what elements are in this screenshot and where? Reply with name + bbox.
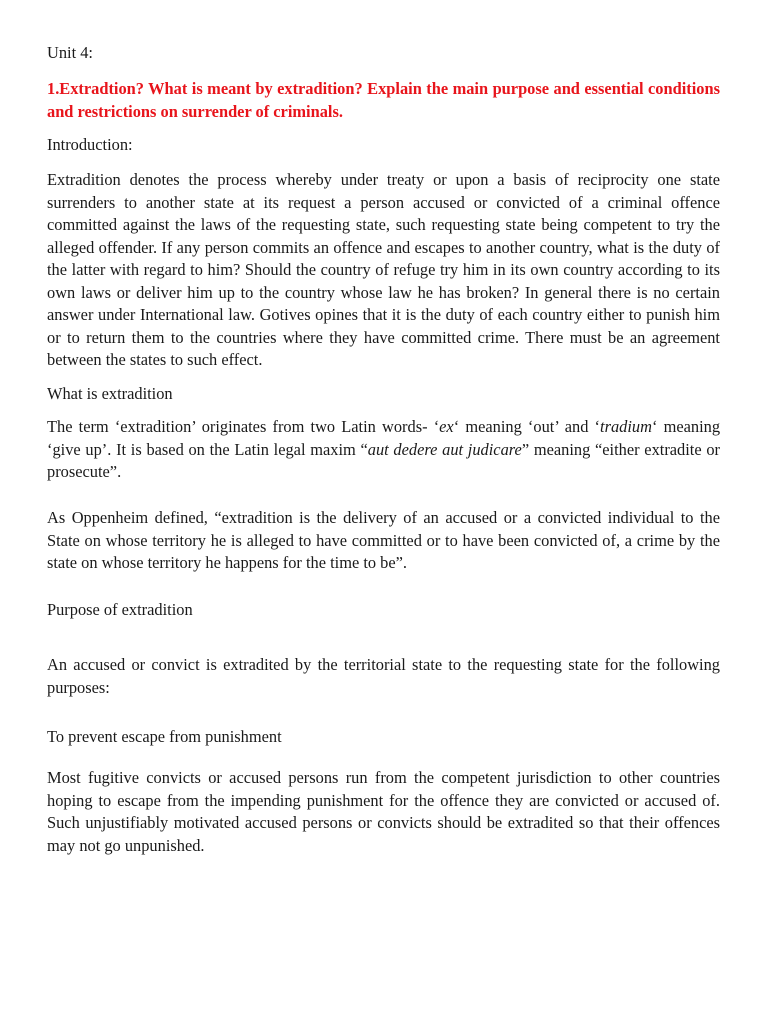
introduction-paragraph: Extradition denotes the process whereby under treaty or upon a basis of reciprocity one state surrenders to another state at its request a person accused or convicted of a criminal offence committed against the laws of the requesting state, such requesting state being competent to try the alleged offender. If any person commits an offence and escapes to another country, what is the duty of the latter with regard to him? Should the country of refuge try him in its own country according to its own laws or deliver him up to the country whose law he has broken? In general there is no certain answer under International law. Gotives opines that it is the duty of each country either to punish him or to return them to the countries where they have committed crime. There must be an agreement between the states to such effect. <box>47 170 720 369</box>
introduction-heading: Introduction: <box>47 135 133 154</box>
term-text-part3: ‘ meaning ‘give up’. It is based on the Latin legal maxim “ <box>47 417 721 459</box>
escape-punishment-heading: To prevent escape from punishment <box>47 727 282 746</box>
term-ex: ex <box>439 417 454 436</box>
term-text-part4: ” meaning “either extradite or prosecute”. <box>47 439 721 481</box>
term-paragraph <box>47 416 720 484</box>
term-text-part2: ‘ meaning ‘out’ and ‘ <box>453 417 601 436</box>
unit-label: Unit 4: <box>47 43 93 62</box>
latin-maxim: aut dedere aut judicare <box>367 439 522 459</box>
escape-punishment-paragraph: Most fugitive convicts or accused persons run from the competent jurisdiction to other countries hoping to escape from the impending punishment for the offence they are convicted or accused of. Such unjustifiably motivated accused persons or convicts should be extradited so that their offences may not go unpunished. <box>47 768 720 855</box>
term-tradium: tradium <box>600 417 652 436</box>
purpose-paragraph: An accused or convict is extradited by the territorial state to the requesting state for the following purposes: <box>47 655 720 697</box>
oppenheim-definition-paragraph: As Oppenheim defined, “extradition is the delivery of an accused or a convicted individual to the State on whose territory he is alleged to have committed or to have been convicted of, a crime by the state on whose territory he happens for the time to be”. <box>47 508 720 572</box>
what-is-extradition-heading: What is extradition <box>47 384 173 403</box>
question-heading: 1.Extradtion? What is meant by extradition? Explain the main purpose and essential conditions and restrictions on surrender of criminals. <box>47 79 720 121</box>
purpose-heading: Purpose of extradition <box>47 600 193 619</box>
term-text-part1: The term ‘extradition’ originates from two Latin words- ‘ <box>47 417 440 436</box>
